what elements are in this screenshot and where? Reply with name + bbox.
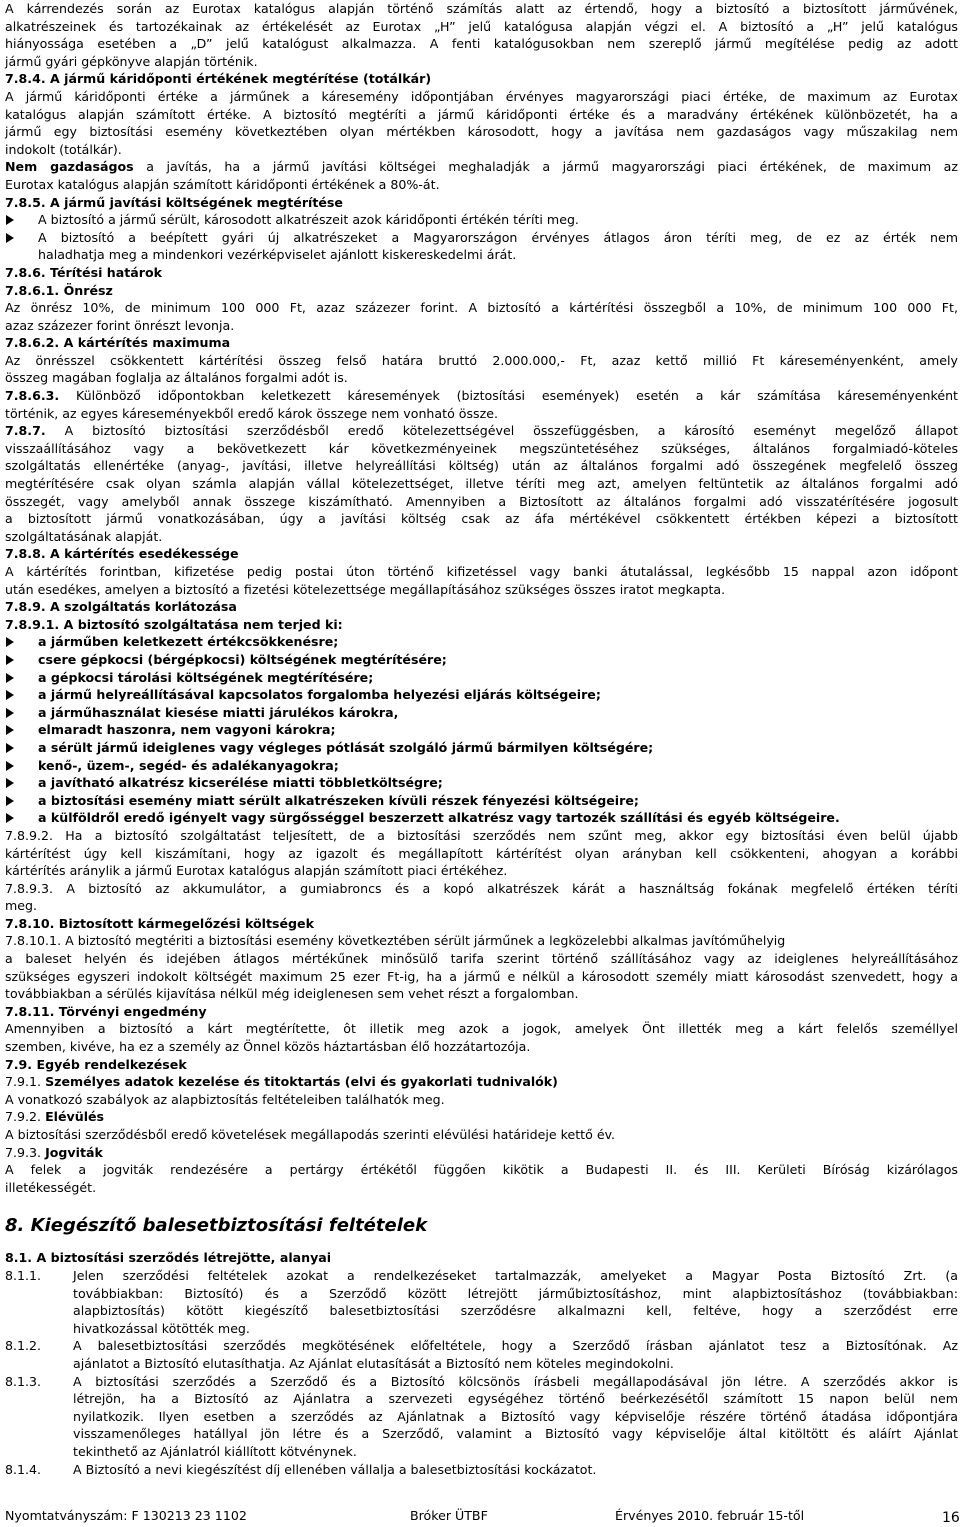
bullet-text: A biztosító a jármű sérült, károsodott alkatrészeit azok káridőponti értékén téríti meg. <box>38 212 579 228</box>
bullet-item <box>5 669 958 687</box>
bullet-text: a gépkocsi tárolási költségének megtérítésére; <box>38 669 374 685</box>
heading-7-8-6: 7.8.6. Térítési határok <box>5 264 162 280</box>
bullet-item <box>5 229 958 247</box>
bullet-item <box>5 809 958 827</box>
paragraph-line: meg. <box>5 898 38 914</box>
heading-7-9: 7.9. Egyéb rendelkezések <box>5 1056 187 1072</box>
bullet-text: a jármű helyreállításával kapcsolatos forgalomba helyezési eljárás költségeire; <box>38 687 601 703</box>
paragraph-line: A felek a jogviták rendezésére a pertárgy értékétől függően kikötik a Budapesti II. és III. Kerületi Bíróság kizárólagos <box>5 1162 958 1178</box>
paragraph-line: kártérítés aránylik a jármű Eurotax katalógus alapján számított piaci értékéhez. <box>5 863 508 879</box>
paragraph-number: 8.1.3. <box>5 1373 42 1389</box>
paragraph-line <box>5 158 958 176</box>
paragraph-line: szolgáltatás ellenértéke (anyag-, javítási, illetve helyreállítási költség) után az általános forgalmi adó összegének megfelelő összeg <box>5 458 958 474</box>
bullet-item <box>5 739 958 757</box>
bullet-item <box>5 704 958 722</box>
arrow-bullet-icon <box>6 725 14 735</box>
arrow-bullet-icon <box>6 813 14 823</box>
bullet-item <box>5 686 958 704</box>
paragraph-line: 7.8.9.3. A biztosító az akkumulátor, a gumiabroncs és a kopó alkatrészek kárát a használtság fokának megfelelő értéken téríti <box>5 880 958 896</box>
arrow-bullet-icon <box>6 233 14 243</box>
paragraph-line: Az önrész 10%, de minimum 100 000 Ft, azaz százezer forint. A biztosító a kártérítési összegből a 10%, de minimum 100 000 Ft, <box>5 300 958 316</box>
paragraph-line: A kárrendezés során az Eurotax katalógus alapján történő számítás alatt az értendő, hogy a biztosító a biztosított járművének, <box>5 1 958 16</box>
bullet-text: kenő-, üzem-, segéd- és adalékanyagokra; <box>38 757 339 773</box>
bullet-text: a biztosítási esemény miatt sérült alkatrészeken kívüli részek fényezési költségeire; <box>38 792 639 808</box>
arrow-bullet-icon <box>6 690 14 700</box>
paragraph-line: Az önrésszel csökkentett kártérítési összeg felső határa bruttó 2.000.000,- Ft, azaz kettő millió Ft káreseményenként, amely <box>5 352 958 368</box>
paragraph-line: megtérítésére csak olyan számla alapján vállal kötelezettséget, illetve téríti meg azt, amelyen feltüntetik az általános forgalmi adó <box>5 476 958 492</box>
valid-from: Érvényes 2010. február 15-től <box>615 1508 805 1523</box>
heading-7-9-3 <box>5 1144 958 1162</box>
paragraph-line: A balesetbiztosítási szerződés megkötésének előfeltétele, hogy a Szerződő írásban ajánlatot tesz a Biztosítónak. Az <box>73 1338 958 1354</box>
bullet-item <box>5 651 958 669</box>
paragraph-line: összegét, vagy amelyből annak összege kiszámítható. Amennyiben a Biztosított az általános forgalmi adó visszatérítésére jogosult <box>5 493 958 509</box>
form-number: Nyomtatványszám: F 130213 23 1102 <box>5 1508 247 1523</box>
paragraph-line: a baleset helyén és idejében átlagos mértékűnek minősülő tarifa szerint történő szállításához vagy az ideiglenes helyreállításához <box>5 951 958 967</box>
paragraph-line: szolgáltatásának alapját. <box>5 528 163 544</box>
section-title: Elévülés <box>45 1109 105 1125</box>
section-number: 7.8.7. <box>5 423 46 439</box>
paragraph-line: A vonatkozó szabályok az alapbiztosítás feltételeiben találhatók meg. <box>5 1091 445 1107</box>
bullet-item <box>5 633 958 651</box>
numbered-paragraph-8-1-3 <box>5 1373 958 1461</box>
paragraph-line: szükséges egyszeri indokolt költségét maximum 25 ezer Ft-ig, ha a jármű e nélkül a károsodott személy miatt károsodást szenvedett, hogy a <box>5 968 958 984</box>
bullet-text: A biztosító a beépített gyári új alkatrészeket a Magyarországon érvényes átlagos áron téríti meg, de ez az érték nem <box>38 229 958 245</box>
section-title: Jogviták <box>45 1144 103 1160</box>
paragraph-number: 8.1.1. <box>5 1267 42 1283</box>
bullet-text: csere gépkocsi (bérgépkocsi) költségének megtérítésére; <box>38 651 447 667</box>
paragraph-text: a javítás, ha a jármű javítási költségei meghaladják a jármű magyarországi piaci értékének, de maximum az <box>133 159 959 175</box>
bullet-text: a sérült jármű ideiglenes vagy végleges pótlását szolgáló jármű bármilyen költségére; <box>38 739 654 755</box>
heading-7-8-5: 7.8.5. A jármű javítási költségének megtérítése <box>5 194 343 210</box>
paragraph-line <box>5 387 958 405</box>
bold-term: Nem gazdaságos <box>5 159 134 175</box>
paragraph-line: szemben, kivéve, ha ez a személy az Önnel közös háztartásban élő hozzátartozója. <box>5 1039 531 1055</box>
paragraph-line: A biztosítási szerződés a Szerződő és a Biztosító kölcsönös írásbeli megállapodásával jön létre. A szerződés akkor is <box>73 1373 958 1389</box>
paragraph-line: Jelen szerződési feltételek azokat a rendelkezéseket tartalmazzák, amelyeket a Magyar Posta Biztosító Zrt. (a <box>73 1267 958 1283</box>
bullet-text: a külföldről eredő igényelt vagy sürgősséggel beszerzett alkatrész vagy tartozék szállítási és egyéb költségeire. <box>38 810 840 826</box>
paragraph-number: 8.1.2. <box>5 1338 42 1354</box>
paragraph-line: alkatrészeinek és tartozékainak az értékelését az Eurotax „H” jelű katalógusa alapján végzi el. A biztosító a „H” jelű katalógus <box>5 18 958 34</box>
heading-7-9-1 <box>5 1073 958 1091</box>
paragraph-line: alapbiztosítás) kötött kiegészítő balesetbiztosítási szerződésre alkalmazni kell, feltéve, hogy a szerződést erre <box>73 1303 958 1319</box>
heading-7-8-4: 7.8.4. A jármű káridőponti értékének megtérítése (totálkár) <box>5 71 432 87</box>
arrow-bullet-icon <box>6 761 14 771</box>
heading-7-9-2 <box>5 1108 958 1126</box>
paragraph-text: A biztosító biztosítási szerződésből eredő kötelezettségével összefüggésben, a károsító eseményt megelőző állapot <box>45 423 958 439</box>
paragraph-line: kártérítést úgy kell kiszámítani, hogy az igazolt és megállapított kártérítést olyan arányban kell csökkenteni, ahogyan a korábbi <box>5 845 958 861</box>
arrow-bullet-icon <box>6 215 14 225</box>
numbered-paragraph-8-1-2 <box>5 1337 958 1372</box>
bullet-item <box>5 757 958 775</box>
arrow-bullet-icon <box>6 708 14 718</box>
bullet-text: a járműben keletkezett értékcsökkenésre; <box>38 634 339 650</box>
paragraph-line: azaz százezer forint önrészt levonja. <box>5 317 235 333</box>
arrow-bullet-icon <box>6 655 14 665</box>
numbered-paragraph-8-1-1 <box>5 1267 958 1337</box>
arrow-bullet-icon <box>6 778 14 788</box>
heading-7-8-10: 7.8.10. Biztosított kármegelőzési költségek <box>5 915 314 931</box>
paragraph-line: A biztosítási szerződésből eredő követelések megállapodás szerinti elévülési határideje kettő év. <box>5 1127 616 1142</box>
page-footer <box>5 1507 958 1525</box>
bullet-item <box>5 721 958 739</box>
paragraph-line: illetékességét. <box>5 1179 97 1195</box>
bullet-continuation: haladhatja meg a mindenkori vezérképviselet ajánlott kiskereskedelmi árát. <box>38 247 517 263</box>
arrow-bullet-icon <box>6 637 14 647</box>
section-number: 7.9.3. <box>5 1144 46 1160</box>
bullet-item <box>5 792 958 810</box>
section-number: 7.9.2. <box>5 1109 46 1125</box>
paragraph-line: visszamenőleges hatállyal jön létre és a Szerződő, valamint a Biztosító vagy képviselője által kitöltött és aláírt Ajánlat <box>73 1426 958 1442</box>
bullet-text: elmaradt haszonra, nem vagyoni károkra; <box>38 722 336 738</box>
paragraph-line: jármű gyári gépkönyve alapján történik. <box>5 53 258 69</box>
arrow-bullet-icon <box>6 796 14 806</box>
heading-7-8-8: 7.8.8. A kártérítés esedékessége <box>5 546 239 562</box>
paragraph-line: katalógus alapján számított értéke. A biztosító megtéríti a jármű káridőponti értéke és a maradvány értékének különbözetét, ha a <box>5 106 958 122</box>
paragraph-number: 8.1.4. <box>5 1461 42 1477</box>
arrow-bullet-icon <box>6 743 14 753</box>
paragraph-line: A kártérítés forintban, kifizetése pedig postai úton történő kifizetéssel vagy banki átutalással, legkésőbb 15 nappal azon időpont <box>5 564 958 579</box>
paragraph-text: Különböző időpontokban keletkezett káresemények (biztosítási események) esetén a kár számítása káreseményenként <box>59 388 958 404</box>
paragraph-line: indokolt (totálkár). <box>5 141 122 157</box>
paragraph-line: visszaállításához vagy a bekövetkezett kár következményeinek megszüntetéséhez szükséges, általános forgalmiadó-köteles <box>5 440 958 456</box>
paragraph-line: továbbiakban a sérülés kijavítása nélkül még ideiglenesen sem vehet részt a forgalomban. <box>5 986 579 1002</box>
paragraph-line: továbbiakban: Biztosító) és a Szerződő között létrejött járműbiztosításhoz, mint alapbiztosításhoz (továbbiakban: <box>73 1285 958 1301</box>
paragraph-line: A Biztosító a nevi kiegészítést díj ellenében vállalja a balesetbiztosítási kockázatot. <box>73 1461 597 1477</box>
heading-7-8-11: 7.8.11. Törvényi engedmény <box>5 1003 207 1019</box>
bullet-text: a járműhasználat kiesése miatti járulékos károkra, <box>38 704 399 720</box>
paragraph-line: történik, az egyes káreseményekből eredő károk összege nem vonható össze. <box>5 405 498 421</box>
heading-7-8-6-2: 7.8.6.2. A kártérítés maximuma <box>5 335 231 351</box>
bullet-item <box>5 774 958 792</box>
heading-7-8-9: 7.8.9. A szolgáltatás korlátozása <box>5 599 237 615</box>
arrow-bullet-icon <box>6 673 14 683</box>
paragraph-line: A jármű káridőponti értéke a járműnek a káresemény időpontjában érvényes magyarországi piaci értéke, de maximum az Eurotax <box>5 88 958 104</box>
bullet-text: a javítható alkatrész kicserélése miatti többletköltségre; <box>38 775 443 791</box>
bullet-item <box>5 211 958 229</box>
paragraph-line: nyilatkozik. Ilyen esetben a szerződés az Ajánlatnak a Biztosító vagy képviselője részére történő átadása időpontjára <box>73 1408 958 1424</box>
paragraph-line: összeg magában foglalja az általános forgalmi adót is. <box>5 370 348 386</box>
section-8-title: 8. Kiegészítő balesetbiztosítási feltételek <box>5 1215 428 1237</box>
paragraph-line: létrejön, ha a Biztosító az Ajánlatra a szervezeti egységéhez történő beérkezésétől számított 15 napon belül nem <box>73 1391 958 1407</box>
section-title: Személyes adatok kezelése és titoktartás (elvi és gyakorlati tudnivalók) <box>45 1074 558 1090</box>
paragraph-line: jármű egy biztosítási esemény következtében olyan mértékben károsodott, hogy a javítása nem gazdaságos vagy műszakilag nem <box>5 124 958 140</box>
paragraph-line: ajánlatot a Biztosító elutasíthatja. Az Ajánlat elutasítását a Biztosító nem köteles megindokolni. <box>73 1355 674 1371</box>
paragraph-line: Eurotax katalógus alapján számított káridőponti értékének a 80%-át. <box>5 176 440 192</box>
paragraph-line: 7.8.10.1. A biztosító megtériti a biztosítási esemény következtében sérült járműnek a legközelebbi alkalmas javítóműhelyig <box>5 933 786 949</box>
paragraph-line: hivatkozással kötötték meg. <box>73 1320 250 1336</box>
paragraph-line <box>5 422 958 440</box>
product-name: Bróker ÜTBF <box>410 1508 488 1523</box>
paragraph-line: hiányossága esetében a „D” jelű katalógust alkalmazza. A fenti katalógusokban nem szereplő jármű megítélése pedig az adott <box>5 36 958 52</box>
page-number: 16 <box>942 1510 960 1526</box>
document-page <box>5 0 958 1478</box>
heading-7-8-6-1: 7.8.6.1. Önrész <box>5 282 113 298</box>
paragraph-line: után esedékes, amelyen a biztosító a fizetési kötelezettsége megállapításához szükséges összes iratot megkapta. <box>5 581 726 597</box>
paragraph-line: tekinthető az Ajánlatról kiállított kötvénynek. <box>73 1443 357 1459</box>
paragraph-line: Amennyiben a biztosító a kárt megtérítette, ôt illetik meg azok a jogok, amelyek Önt illették meg a kárt felelős személlyel <box>5 1021 958 1037</box>
numbered-paragraph-8-1-4 <box>5 1461 958 1479</box>
heading-8-1: 8.1. A biztosítási szerződés létrejötte, alanyai <box>5 1250 332 1266</box>
paragraph-line: a biztosított jármű vonatkozásában, úgy a javítási költség csak az áfa mértékével csökkentett értékben képezi a biztosított <box>5 511 958 527</box>
heading-7-8-9-1: 7.8.9.1. A biztosító szolgáltatása nem terjed ki: <box>5 616 343 632</box>
section-number: 7.9.1. <box>5 1074 46 1090</box>
paragraph-line: 7.8.9.2. Ha a biztosító szolgáltatást teljesített, de a biztosítási szerződés nem szűnt meg, akkor egy biztosítási éven belül újabb <box>5 827 958 843</box>
section-number: 7.8.6.3. <box>5 388 60 404</box>
